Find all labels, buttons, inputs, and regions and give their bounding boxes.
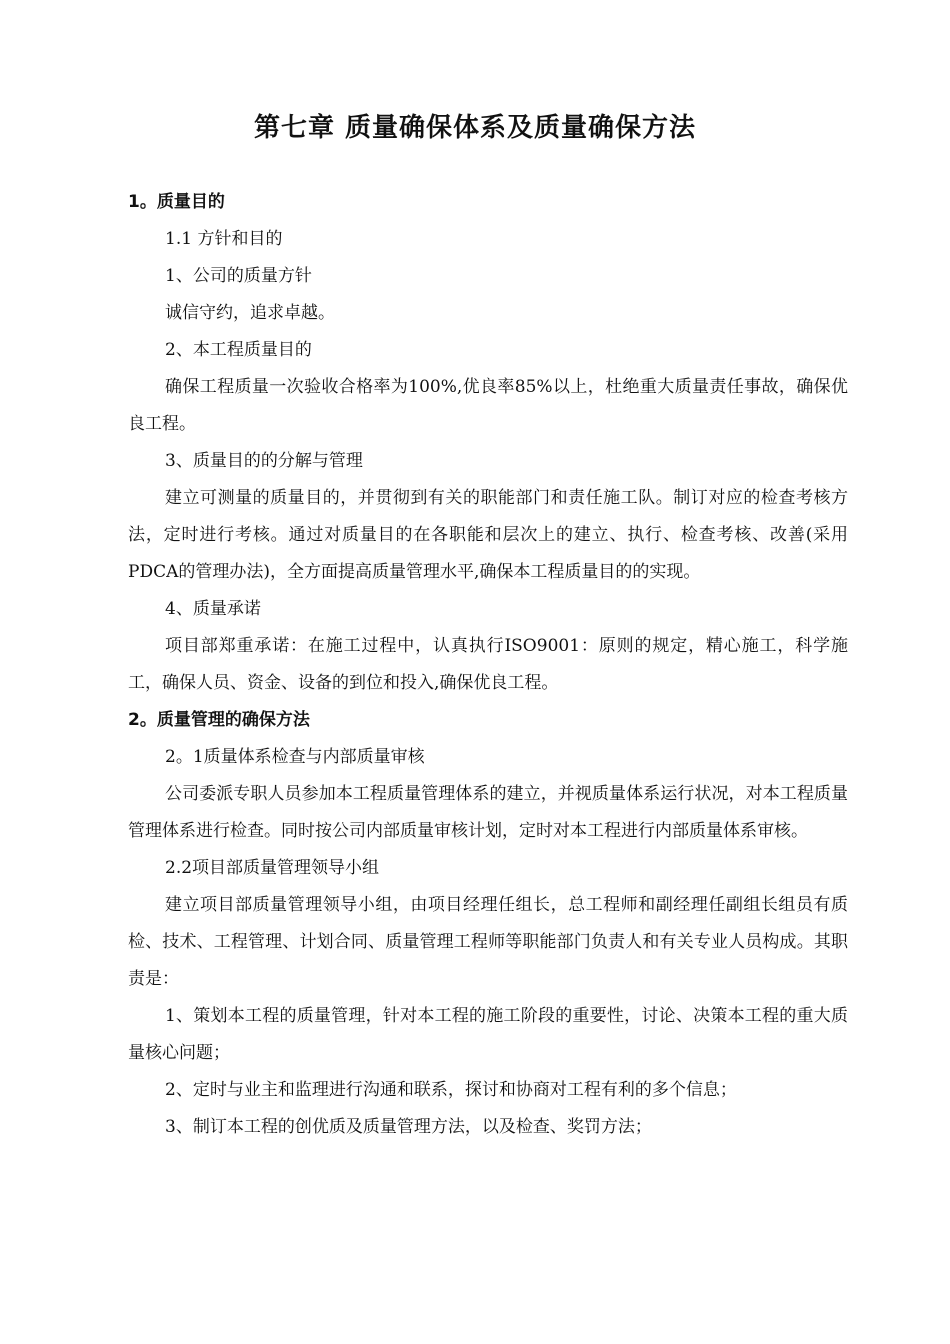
document-body xyxy=(128,184,848,1146)
section-2-paragraph-5: 1、策划本工程的质量管理，针对本工程的施工阶段的重要性，讨论、决策本工程的重大质量核心问题； xyxy=(128,1006,848,1063)
section-1-paragraph-8: 4、质量承诺 xyxy=(165,599,261,619)
section-1-paragraph-5: 确保工程质量一次验收合格率为100%,优良率85%以上，杜绝重大质量责任事故，确保优良工程。 xyxy=(128,377,848,434)
section-1-paragraph-3: 诚信守约，追求卓越。 xyxy=(165,303,335,323)
section-1-heading: 1。质量目的 xyxy=(128,192,225,212)
section-1-paragraph-1: 1.1 方针和目的 xyxy=(165,229,283,249)
section-2-paragraph-3: 2.2项目部质量管理领导小组 xyxy=(165,858,380,878)
section-1-paragraph-7: 建立可测量的质量目的，并贯彻到有关的职能部门和责任施工队。制订对应的检查考核方法，定时进行考核。通过对质量目的在各职能和层次上的建立、执行、检查考核、改善(采用PDCA的管理办法)，全方面提高质量管理水平,确保本工程质量目的的实现。 xyxy=(128,488,848,582)
section-2-paragraph-7: 3、制订本工程的创优质及质量管理方法，以及检查、奖罚方法； xyxy=(165,1117,652,1137)
section-1-paragraph-9: 项目部郑重承诺：在施工过程中，认真执行ISO9001：原则的规定，精心施工，科学施工，确保人员、资金、设备的到位和投入,确保优良工程。 xyxy=(128,636,848,693)
section-2-paragraph-2: 公司委派专职人员参加本工程质量管理体系的建立，并视质量体系运行状况，对本工程质量管理体系进行检查。同时按公司内部质量审核计划，定时对本工程进行内部质量体系审核。 xyxy=(128,784,848,841)
section-2-heading: 2。质量管理的确保方法 xyxy=(128,710,310,730)
section-2-paragraph-1: 2。1质量体系检查与内部质量审核 xyxy=(165,747,425,767)
section-2-paragraph-6: 2、定时与业主和监理进行沟通和联系，探讨和协商对工程有利的多个信息； xyxy=(165,1080,737,1100)
section-1-paragraph-6: 3、质量目的的分解与管理 xyxy=(165,451,363,471)
section-1-paragraph-4: 2、本工程质量目的 xyxy=(165,340,312,360)
section-1-paragraph-2: 1、公司的质量方针 xyxy=(165,266,312,286)
page-title: 第七章 质量确保体系及质量确保方法 xyxy=(253,113,697,143)
section-2-paragraph-4: 建立项目部质量管理领导小组，由项目经理任组长，总工程师和副经理任副组长组员有质检、技术、工程管理、计划合同、质量管理工程师等职能部门负责人和有关专业人员构成。其职责是： xyxy=(128,895,848,989)
